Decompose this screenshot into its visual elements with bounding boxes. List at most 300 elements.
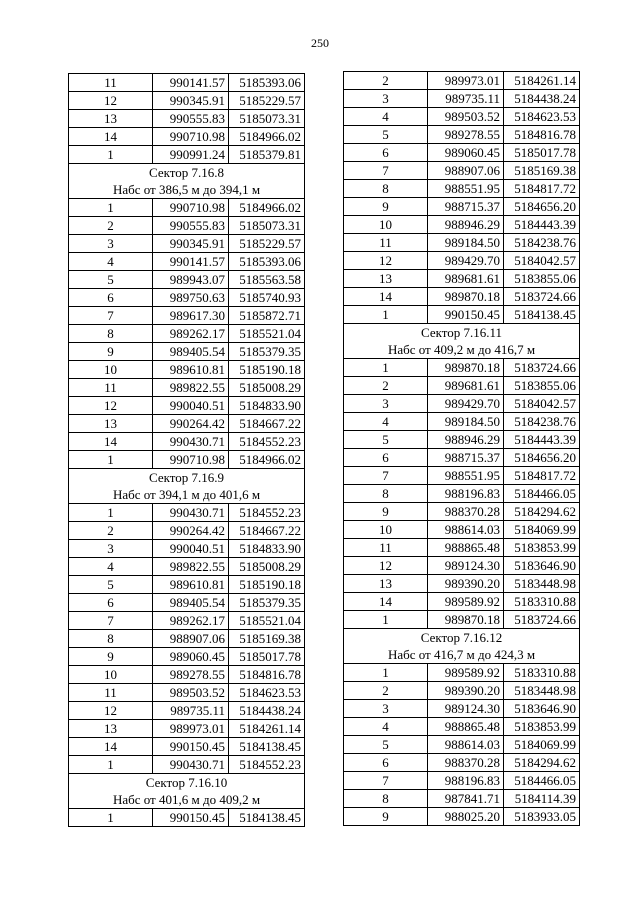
x-coordinate-cell: 990710.98 xyxy=(153,199,229,217)
table-row xyxy=(344,503,580,521)
x-coordinate-cell: 988551.95 xyxy=(428,467,504,485)
sector-range: Набс от 416,7 м до 424,3 м xyxy=(344,646,580,664)
y-coordinate-cell: 5185190.18 xyxy=(229,576,305,594)
y-coordinate-cell: 5185563.58 xyxy=(229,271,305,289)
x-coordinate-cell: 988196.83 xyxy=(428,772,504,790)
y-coordinate-cell: 5183933.05 xyxy=(504,808,580,826)
x-coordinate-cell: 990150.45 xyxy=(153,809,229,827)
table-row xyxy=(344,270,580,288)
point-number-cell: 10 xyxy=(69,361,153,379)
x-coordinate-cell: 989124.30 xyxy=(428,557,504,575)
table-row xyxy=(69,253,305,271)
x-coordinate-cell: 990141.57 xyxy=(153,253,229,271)
y-coordinate-cell: 5184966.02 xyxy=(229,128,305,146)
x-coordinate-cell: 988946.29 xyxy=(428,216,504,234)
sector-header-row xyxy=(344,324,580,342)
table-row xyxy=(344,718,580,736)
y-coordinate-cell: 5184042.57 xyxy=(504,395,580,413)
left-coordinates-table xyxy=(68,73,305,827)
y-coordinate-cell: 5184817.72 xyxy=(504,467,580,485)
table-row xyxy=(69,612,305,630)
table-row xyxy=(69,522,305,540)
table-row xyxy=(69,594,305,612)
table-row xyxy=(69,128,305,146)
table-row xyxy=(69,451,305,469)
table-row xyxy=(69,217,305,235)
table-row xyxy=(69,756,305,774)
table-row xyxy=(344,234,580,252)
x-coordinate-cell: 988614.03 xyxy=(428,736,504,754)
point-number-cell: 13 xyxy=(69,415,153,433)
x-coordinate-cell: 988025.20 xyxy=(428,808,504,826)
sector-header-row xyxy=(344,629,580,647)
y-coordinate-cell: 5183448.98 xyxy=(504,682,580,700)
x-coordinate-cell: 990430.71 xyxy=(153,756,229,774)
y-coordinate-cell: 5184623.53 xyxy=(229,684,305,702)
point-number-cell: 9 xyxy=(344,198,428,216)
sector-range: Набс от 409,2 м до 416,7 м xyxy=(344,341,580,359)
table-row xyxy=(69,576,305,594)
y-coordinate-cell: 5183310.88 xyxy=(504,593,580,611)
y-coordinate-cell: 5185008.29 xyxy=(229,379,305,397)
table-row xyxy=(344,772,580,790)
y-coordinate-cell: 5185521.04 xyxy=(229,325,305,343)
point-number-cell: 9 xyxy=(344,808,428,826)
x-coordinate-cell: 989610.81 xyxy=(153,576,229,594)
table-row xyxy=(344,306,580,324)
point-number-cell: 1 xyxy=(69,146,153,164)
point-number-cell: 8 xyxy=(69,325,153,343)
table-row xyxy=(69,433,305,451)
point-number-cell: 13 xyxy=(344,575,428,593)
y-coordinate-cell: 5185740.93 xyxy=(229,289,305,307)
x-coordinate-cell: 989870.18 xyxy=(428,611,504,629)
y-coordinate-cell: 5183855.06 xyxy=(504,377,580,395)
x-coordinate-cell: 988865.48 xyxy=(428,539,504,557)
table-row xyxy=(69,343,305,361)
x-coordinate-cell: 988370.28 xyxy=(428,754,504,772)
y-coordinate-cell: 5184138.45 xyxy=(229,738,305,756)
y-coordinate-cell: 5183855.06 xyxy=(504,270,580,288)
point-number-cell: 5 xyxy=(344,736,428,754)
table-row xyxy=(69,666,305,684)
table-row xyxy=(344,790,580,808)
y-coordinate-cell: 5183310.88 xyxy=(504,664,580,682)
point-number-cell: 3 xyxy=(69,540,153,558)
table-row xyxy=(344,754,580,772)
point-number-cell: 1 xyxy=(344,359,428,377)
x-coordinate-cell: 988946.29 xyxy=(428,431,504,449)
point-number-cell: 13 xyxy=(344,270,428,288)
sector-header-row xyxy=(69,164,305,182)
x-coordinate-cell: 989184.50 xyxy=(428,413,504,431)
point-number-cell: 11 xyxy=(344,539,428,557)
point-number-cell: 12 xyxy=(69,702,153,720)
point-number-cell: 3 xyxy=(344,700,428,718)
point-number-cell: 9 xyxy=(69,343,153,361)
point-number-cell: 8 xyxy=(344,790,428,808)
sector-title: Сектор 7.16.8 xyxy=(69,164,305,182)
table-row xyxy=(69,92,305,110)
x-coordinate-cell: 989390.20 xyxy=(428,575,504,593)
point-number-cell: 9 xyxy=(344,503,428,521)
x-coordinate-cell: 990555.83 xyxy=(153,110,229,128)
table-row xyxy=(344,252,580,270)
point-number-cell: 3 xyxy=(344,90,428,108)
x-coordinate-cell: 990141.57 xyxy=(153,74,229,92)
y-coordinate-cell: 5184552.23 xyxy=(229,433,305,451)
sector-header-row xyxy=(69,791,305,809)
y-coordinate-cell: 5184042.57 xyxy=(504,252,580,270)
table-row xyxy=(344,521,580,539)
table-row xyxy=(69,325,305,343)
table-row xyxy=(69,289,305,307)
point-number-cell: 4 xyxy=(344,108,428,126)
table-row xyxy=(69,271,305,289)
x-coordinate-cell: 989429.70 xyxy=(428,395,504,413)
point-number-cell: 13 xyxy=(69,110,153,128)
point-number-cell: 1 xyxy=(69,809,153,827)
x-coordinate-cell: 989870.18 xyxy=(428,359,504,377)
point-number-cell: 12 xyxy=(69,92,153,110)
table-row xyxy=(69,415,305,433)
table-row xyxy=(344,126,580,144)
x-coordinate-cell: 989429.70 xyxy=(428,252,504,270)
table-row xyxy=(344,467,580,485)
y-coordinate-cell: 5185229.57 xyxy=(229,92,305,110)
sector-range: Набс от 394,1 м до 401,6 м xyxy=(69,486,305,504)
y-coordinate-cell: 5183724.66 xyxy=(504,611,580,629)
x-coordinate-cell: 990150.45 xyxy=(428,306,504,324)
y-coordinate-cell: 5184238.76 xyxy=(504,234,580,252)
y-coordinate-cell: 5184443.39 xyxy=(504,216,580,234)
table-row xyxy=(69,199,305,217)
table-row xyxy=(344,736,580,754)
y-coordinate-cell: 5184438.24 xyxy=(504,90,580,108)
point-number-cell: 4 xyxy=(344,413,428,431)
point-number-cell: 7 xyxy=(344,467,428,485)
x-coordinate-cell: 989278.55 xyxy=(428,126,504,144)
y-coordinate-cell: 5184816.78 xyxy=(504,126,580,144)
x-coordinate-cell: 989610.81 xyxy=(153,361,229,379)
point-number-cell: 10 xyxy=(344,216,428,234)
x-coordinate-cell: 989870.18 xyxy=(428,288,504,306)
y-coordinate-cell: 5185017.78 xyxy=(504,144,580,162)
point-number-cell: 1 xyxy=(344,306,428,324)
point-number-cell: 4 xyxy=(344,718,428,736)
table-row xyxy=(69,74,305,92)
y-coordinate-cell: 5185379.81 xyxy=(229,146,305,164)
table-row xyxy=(69,540,305,558)
x-coordinate-cell: 989750.63 xyxy=(153,289,229,307)
x-coordinate-cell: 990345.91 xyxy=(153,92,229,110)
x-coordinate-cell: 989184.50 xyxy=(428,234,504,252)
table-row xyxy=(69,684,305,702)
x-coordinate-cell: 989124.30 xyxy=(428,700,504,718)
table-row xyxy=(344,413,580,431)
sector-header-row xyxy=(344,646,580,664)
x-coordinate-cell: 990710.98 xyxy=(153,451,229,469)
point-number-cell: 2 xyxy=(344,682,428,700)
x-coordinate-cell: 990040.51 xyxy=(153,397,229,415)
y-coordinate-cell: 5184294.62 xyxy=(504,503,580,521)
sector-title: Сектор 7.16.12 xyxy=(344,629,580,647)
table-row xyxy=(344,180,580,198)
y-coordinate-cell: 5185169.38 xyxy=(504,162,580,180)
table-row xyxy=(344,216,580,234)
point-number-cell: 14 xyxy=(69,738,153,756)
table-row xyxy=(344,664,580,682)
table-row xyxy=(344,359,580,377)
table-row xyxy=(69,361,305,379)
point-number-cell: 1 xyxy=(69,504,153,522)
y-coordinate-cell: 5184443.39 xyxy=(504,431,580,449)
table-row xyxy=(69,558,305,576)
y-coordinate-cell: 5185073.31 xyxy=(229,110,305,128)
x-coordinate-cell: 989822.55 xyxy=(153,379,229,397)
y-coordinate-cell: 5184069.99 xyxy=(504,521,580,539)
x-coordinate-cell: 990430.71 xyxy=(153,433,229,451)
point-number-cell: 2 xyxy=(344,72,428,90)
x-coordinate-cell: 989405.54 xyxy=(153,594,229,612)
sector-range: Набс от 401,6 м до 409,2 м xyxy=(69,791,305,809)
point-number-cell: 7 xyxy=(344,772,428,790)
y-coordinate-cell: 5183448.98 xyxy=(504,575,580,593)
point-number-cell: 14 xyxy=(69,128,153,146)
y-coordinate-cell: 5184438.24 xyxy=(229,702,305,720)
x-coordinate-cell: 989262.17 xyxy=(153,612,229,630)
point-number-cell: 5 xyxy=(344,126,428,144)
table-row xyxy=(69,146,305,164)
point-number-cell: 14 xyxy=(344,593,428,611)
y-coordinate-cell: 5184552.23 xyxy=(229,504,305,522)
table-row xyxy=(344,198,580,216)
right-table-body xyxy=(344,72,580,826)
point-number-cell: 1 xyxy=(344,611,428,629)
table-row xyxy=(69,235,305,253)
point-number-cell: 1 xyxy=(344,664,428,682)
x-coordinate-cell: 989943.07 xyxy=(153,271,229,289)
point-number-cell: 11 xyxy=(344,234,428,252)
table-row xyxy=(69,809,305,827)
x-coordinate-cell: 989060.45 xyxy=(428,144,504,162)
table-row xyxy=(69,720,305,738)
table-row xyxy=(344,288,580,306)
point-number-cell: 10 xyxy=(69,666,153,684)
point-number-cell: 5 xyxy=(69,576,153,594)
y-coordinate-cell: 5184294.62 xyxy=(504,754,580,772)
x-coordinate-cell: 989503.52 xyxy=(428,108,504,126)
x-coordinate-cell: 990264.42 xyxy=(153,415,229,433)
y-coordinate-cell: 5184138.45 xyxy=(229,809,305,827)
point-number-cell: 4 xyxy=(69,558,153,576)
x-coordinate-cell: 989405.54 xyxy=(153,343,229,361)
sector-header-row xyxy=(344,341,580,359)
x-coordinate-cell: 988865.48 xyxy=(428,718,504,736)
point-number-cell: 6 xyxy=(344,144,428,162)
x-coordinate-cell: 990345.91 xyxy=(153,235,229,253)
x-coordinate-cell: 990040.51 xyxy=(153,540,229,558)
point-number-cell: 4 xyxy=(69,253,153,271)
y-coordinate-cell: 5185008.29 xyxy=(229,558,305,576)
y-coordinate-cell: 5184833.90 xyxy=(229,397,305,415)
x-coordinate-cell: 988715.37 xyxy=(428,449,504,467)
point-number-cell: 6 xyxy=(69,289,153,307)
table-row xyxy=(344,808,580,826)
y-coordinate-cell: 5184466.05 xyxy=(504,485,580,503)
y-coordinate-cell: 5184238.76 xyxy=(504,413,580,431)
x-coordinate-cell: 987841.71 xyxy=(428,790,504,808)
y-coordinate-cell: 5184466.05 xyxy=(504,772,580,790)
point-number-cell: 12 xyxy=(344,252,428,270)
sector-title: Сектор 7.16.10 xyxy=(69,774,305,792)
table-row xyxy=(344,575,580,593)
y-coordinate-cell: 5183724.66 xyxy=(504,359,580,377)
table-row xyxy=(344,144,580,162)
x-coordinate-cell: 989262.17 xyxy=(153,325,229,343)
left-table-body xyxy=(69,74,305,827)
right-coordinates-table xyxy=(343,71,580,826)
table-row xyxy=(69,397,305,415)
point-number-cell: 2 xyxy=(69,217,153,235)
x-coordinate-cell: 988370.28 xyxy=(428,503,504,521)
point-number-cell: 5 xyxy=(344,431,428,449)
y-coordinate-cell: 5183853.99 xyxy=(504,718,580,736)
y-coordinate-cell: 5185379.35 xyxy=(229,594,305,612)
x-coordinate-cell: 990150.45 xyxy=(153,738,229,756)
x-coordinate-cell: 988907.06 xyxy=(428,162,504,180)
x-coordinate-cell: 989681.61 xyxy=(428,270,504,288)
y-coordinate-cell: 5184966.02 xyxy=(229,199,305,217)
x-coordinate-cell: 989060.45 xyxy=(153,648,229,666)
point-number-cell: 6 xyxy=(69,594,153,612)
table-row xyxy=(69,702,305,720)
point-number-cell: 3 xyxy=(69,235,153,253)
y-coordinate-cell: 5184261.14 xyxy=(229,720,305,738)
x-coordinate-cell: 990710.98 xyxy=(153,128,229,146)
y-coordinate-cell: 5184114.39 xyxy=(504,790,580,808)
sector-header-row xyxy=(69,181,305,199)
x-coordinate-cell: 988715.37 xyxy=(428,198,504,216)
table-row xyxy=(344,539,580,557)
x-coordinate-cell: 989973.01 xyxy=(428,72,504,90)
point-number-cell: 6 xyxy=(344,754,428,772)
y-coordinate-cell: 5183646.90 xyxy=(504,700,580,718)
table-row xyxy=(69,379,305,397)
point-number-cell: 12 xyxy=(344,557,428,575)
x-coordinate-cell: 990991.24 xyxy=(153,146,229,164)
table-row xyxy=(344,700,580,718)
y-coordinate-cell: 5184667.22 xyxy=(229,522,305,540)
page-number: 250 xyxy=(311,36,329,50)
x-coordinate-cell: 989973.01 xyxy=(153,720,229,738)
point-number-cell: 3 xyxy=(344,395,428,413)
x-coordinate-cell: 990555.83 xyxy=(153,217,229,235)
y-coordinate-cell: 5184816.78 xyxy=(229,666,305,684)
x-coordinate-cell: 988551.95 xyxy=(428,180,504,198)
point-number-cell: 2 xyxy=(69,522,153,540)
table-row xyxy=(344,162,580,180)
y-coordinate-cell: 5184966.02 xyxy=(229,451,305,469)
point-number-cell: 9 xyxy=(69,648,153,666)
point-number-cell: 11 xyxy=(69,684,153,702)
y-coordinate-cell: 5184656.20 xyxy=(504,198,580,216)
table-row xyxy=(344,431,580,449)
table-row xyxy=(344,557,580,575)
point-number-cell: 1 xyxy=(69,451,153,469)
table-row xyxy=(69,648,305,666)
y-coordinate-cell: 5183853.99 xyxy=(504,539,580,557)
point-number-cell: 11 xyxy=(69,379,153,397)
x-coordinate-cell: 989589.92 xyxy=(428,593,504,611)
table-row xyxy=(344,90,580,108)
table-row xyxy=(344,682,580,700)
x-coordinate-cell: 988614.03 xyxy=(428,521,504,539)
point-number-cell: 10 xyxy=(344,521,428,539)
y-coordinate-cell: 5185229.57 xyxy=(229,235,305,253)
x-coordinate-cell: 988196.83 xyxy=(428,485,504,503)
point-number-cell: 5 xyxy=(69,271,153,289)
point-number-cell: 2 xyxy=(344,377,428,395)
x-coordinate-cell: 989589.92 xyxy=(428,664,504,682)
table-row xyxy=(69,110,305,128)
x-coordinate-cell: 989681.61 xyxy=(428,377,504,395)
x-coordinate-cell: 990430.71 xyxy=(153,504,229,522)
table-row xyxy=(344,395,580,413)
point-number-cell: 8 xyxy=(344,180,428,198)
point-number-cell: 14 xyxy=(69,433,153,451)
y-coordinate-cell: 5185169.38 xyxy=(229,630,305,648)
y-coordinate-cell: 5184261.14 xyxy=(504,72,580,90)
sector-header-row xyxy=(69,469,305,487)
x-coordinate-cell: 989617.30 xyxy=(153,307,229,325)
point-number-cell: 1 xyxy=(69,199,153,217)
y-coordinate-cell: 5184069.99 xyxy=(504,736,580,754)
sector-title: Сектор 7.16.11 xyxy=(344,324,580,342)
sector-header-row xyxy=(69,774,305,792)
y-coordinate-cell: 5183646.90 xyxy=(504,557,580,575)
point-number-cell: 1 xyxy=(69,756,153,774)
table-row xyxy=(344,449,580,467)
table-row xyxy=(344,611,580,629)
x-coordinate-cell: 989503.52 xyxy=(153,684,229,702)
table-row xyxy=(344,377,580,395)
table-row xyxy=(69,738,305,756)
point-number-cell: 12 xyxy=(69,397,153,415)
x-coordinate-cell: 990264.42 xyxy=(153,522,229,540)
table-row xyxy=(344,485,580,503)
point-number-cell: 14 xyxy=(344,288,428,306)
y-coordinate-cell: 5184138.45 xyxy=(504,306,580,324)
table-row xyxy=(69,630,305,648)
x-coordinate-cell: 989822.55 xyxy=(153,558,229,576)
point-number-cell: 13 xyxy=(69,720,153,738)
y-coordinate-cell: 5184623.53 xyxy=(504,108,580,126)
table-row xyxy=(69,504,305,522)
y-coordinate-cell: 5185872.71 xyxy=(229,307,305,325)
y-coordinate-cell: 5184552.23 xyxy=(229,756,305,774)
y-coordinate-cell: 5183724.66 xyxy=(504,288,580,306)
y-coordinate-cell: 5184667.22 xyxy=(229,415,305,433)
x-coordinate-cell: 989278.55 xyxy=(153,666,229,684)
x-coordinate-cell: 989735.11 xyxy=(428,90,504,108)
y-coordinate-cell: 5184817.72 xyxy=(504,180,580,198)
sector-title: Сектор 7.16.9 xyxy=(69,469,305,487)
point-number-cell: 8 xyxy=(344,485,428,503)
point-number-cell: 8 xyxy=(69,630,153,648)
x-coordinate-cell: 988907.06 xyxy=(153,630,229,648)
sector-range: Набс от 386,5 м до 394,1 м xyxy=(69,181,305,199)
